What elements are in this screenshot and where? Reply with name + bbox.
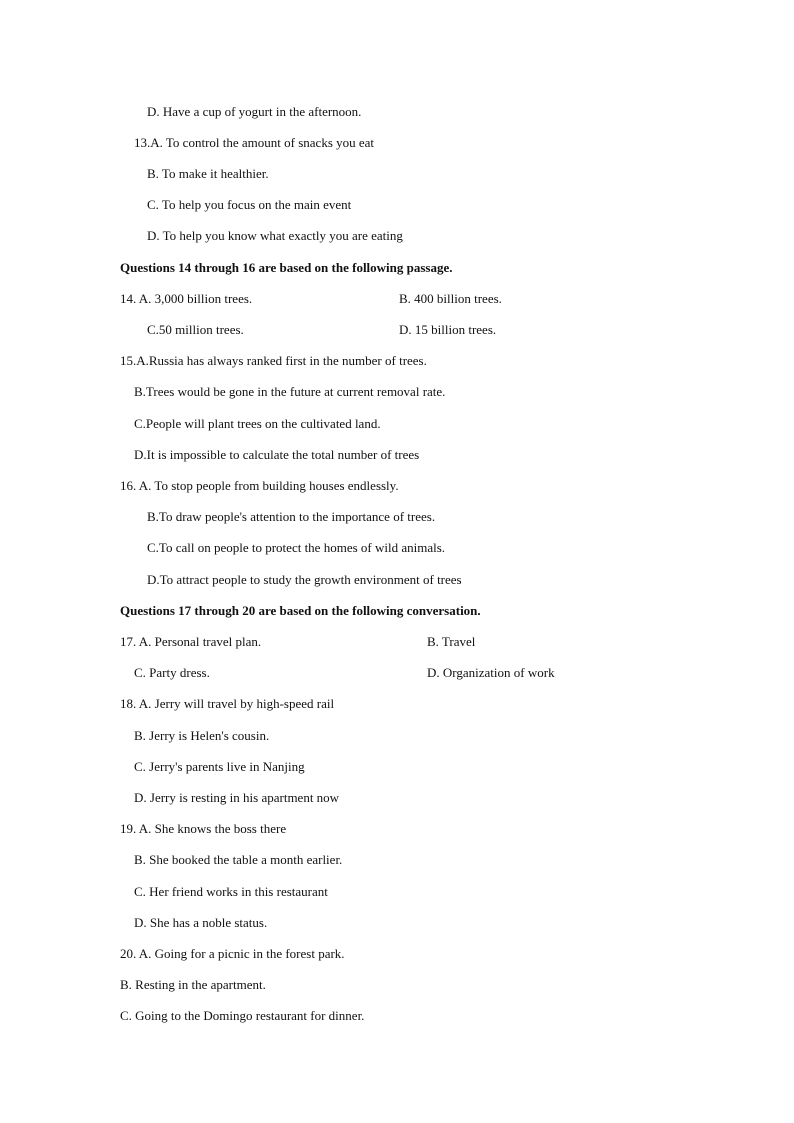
question-13-option-a: 13.A. To control the amount of snacks you eat <box>134 135 375 150</box>
option-19b: B. She booked the table a month earlier. <box>134 852 343 867</box>
section-header-17-20: Questions 17 through 20 are based on the following conversation. <box>120 603 481 618</box>
option-13b: B. To make it healthier. <box>147 166 269 181</box>
option-13d: D. To help you know what exactly you are eating <box>147 228 403 243</box>
option-16d: D.To attract people to study the growth environment of trees <box>147 572 462 587</box>
option-18b: B. Jerry is Helen's cousin. <box>134 728 270 743</box>
option-17c: C. Party dress. <box>134 665 210 680</box>
question-14-option-a: 14. A. 3,000 billion trees. <box>120 291 253 306</box>
question-19-option-a: 19. A. She knows the boss there <box>120 821 287 836</box>
question-16-option-a: 16. A. To stop people from building houses endlessly. <box>120 478 399 493</box>
option-16c: C.To call on people to protect the homes of wild animals. <box>147 540 446 555</box>
section-header-14-16: Questions 14 through 16 are based on the following passage. <box>120 260 453 275</box>
option-15d: D.It is impossible to calculate the total number of trees <box>134 447 420 462</box>
option-14d: D. 15 billion trees. <box>399 322 497 337</box>
option-20c: C. Going to the Domingo restaurant for dinner. <box>120 1008 365 1023</box>
question-17-option-a: 17. A. Personal travel plan. <box>120 634 262 649</box>
question-18-option-a: 18. A. Jerry will travel by high-speed rail <box>120 696 335 711</box>
question-20-option-a: 20. A. Going for a picnic in the forest park. <box>120 946 345 961</box>
option-15b: B.Trees would be gone in the future at current removal rate. <box>134 384 446 399</box>
option-20b: B. Resting in the apartment. <box>120 977 266 992</box>
option-18c: C. Jerry's parents live in Nanjing <box>134 759 305 774</box>
option-19c: C. Her friend works in this restaurant <box>134 884 328 899</box>
option-18d: D. Jerry is resting in his apartment now <box>134 790 340 805</box>
option-14b: B. 400 billion trees. <box>399 291 502 306</box>
option-14c: C.50 million trees. <box>147 322 244 337</box>
question-15-option-a: 15.A.Russia has always ranked first in the number of trees. <box>120 353 427 368</box>
option-16b: B.To draw people's attention to the importance of trees. <box>147 509 436 524</box>
option-17b: B. Travel <box>427 634 476 649</box>
option-12d: D. Have a cup of yogurt in the afternoon. <box>147 104 362 119</box>
option-19d: D. She has a noble status. <box>134 915 268 930</box>
option-17d: D. Organization of work <box>427 665 555 680</box>
option-15c: C.People will plant trees on the cultivated land. <box>134 416 381 431</box>
option-13c: C. To help you focus on the main event <box>147 197 352 212</box>
